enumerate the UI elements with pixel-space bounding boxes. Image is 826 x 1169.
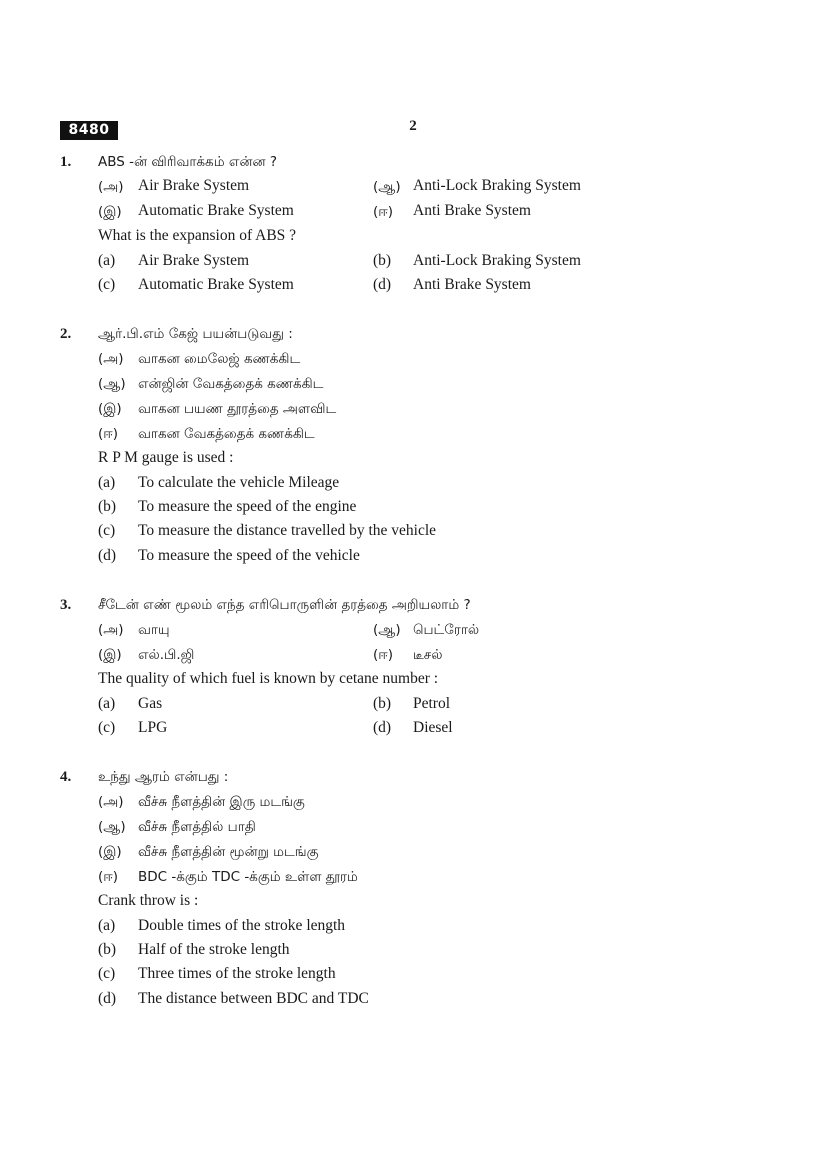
option-text: எல்.பி.ஜி [138,647,195,663]
option-text: Double times of the stroke length [138,917,346,934]
option-label: (b) [98,498,117,515]
question-text-tamil: ABS -ன் விரிவாக்கம் என்ன ? [98,154,278,170]
option-label: (ஈ) [373,647,394,663]
option-text: Anti Brake System [413,202,531,219]
option-text: டீசல் [413,647,443,663]
option-label: (b) [373,252,392,269]
option-text: வீச்சு நீளத்தின் மூன்று மடங்கு [138,844,319,860]
option-text: LPG [138,719,168,736]
option-label: (ஈ) [373,204,394,220]
question-text-tamil: சீடேன் எண் மூலம் எந்த எரிபொருளின் தரத்தை அறியலாம் ? [98,597,471,613]
option-label: (இ) [98,844,122,860]
question-text-tamil: ஆர்.பி.எம் கேஜ் பயன்படுவது : [98,326,293,342]
option-label: (ஈ) [98,869,119,885]
option-text: வாகன மைலேஜ் கணக்கிட [138,351,301,367]
option-text: Three times of the stroke length [138,965,336,982]
option-label: (a) [98,474,116,491]
option-text: வாகன வேகத்தைக் கணக்கிட [138,426,315,442]
option-label: (ஆ) [98,376,126,392]
question-number: 4. [60,769,72,785]
option-label: (அ) [98,351,124,367]
page-number: 2 [409,118,417,134]
option-text: வீச்சு நீளத்தில் பாதி [138,819,256,835]
option-label: (அ) [98,179,124,195]
question-text-english: Crank throw is : [98,892,199,909]
option-label: (c) [98,965,116,982]
option-label: (b) [98,941,117,958]
question-number: 1. [60,154,72,170]
option-text: Anti-Lock Braking System [413,252,581,269]
option-label: (அ) [98,794,124,810]
option-label: (ஆ) [373,622,401,638]
option-text: To calculate the vehicle Mileage [138,474,340,491]
option-text: BDC -க்கும் TDC -க்கும் உள்ள தூரம் [138,869,358,885]
option-text: Air Brake System [138,177,250,194]
option-label: (ஆ) [373,179,401,195]
option-text: என்ஜின் வேகத்தைக் கணக்கிட [138,376,324,392]
option-label: (ஆ) [98,819,126,835]
option-text: To measure the speed of the vehicle [138,547,360,564]
option-text: Anti Brake System [413,276,531,293]
option-text: Anti-Lock Braking System [413,177,581,194]
question-number: 3. [60,597,72,613]
option-label: (இ) [98,204,122,220]
option-label: (இ) [98,401,122,417]
option-label: (இ) [98,647,122,663]
option-label: (d) [98,547,117,564]
option-label: (ஈ) [98,426,119,442]
option-text: Petrol [413,695,451,712]
option-label: (a) [98,252,116,269]
option-text: வாகன பயண தூரத்தை அளவிட [138,401,337,417]
option-label: (அ) [98,622,124,638]
question-text-english: The quality of which fuel is known by cetane number : [98,670,439,687]
option-label: (c) [98,522,116,539]
option-label: (d) [98,990,117,1007]
option-label: (a) [98,917,116,934]
option-text: To measure the speed of the engine [138,498,357,515]
paper-code-badge: 8480 [60,121,118,140]
option-text: வாயு [138,622,170,638]
option-text: Diesel [413,719,453,736]
option-text: Automatic Brake System [138,202,294,219]
option-label: (c) [98,719,116,736]
question-text-english: What is the expansion of ABS ? [98,227,297,244]
question-text-tamil: உந்து ஆரம் என்பது : [98,769,229,785]
option-text: பெட்ரோல் [413,622,480,638]
option-label: (c) [98,276,116,293]
option-text: Air Brake System [138,252,250,269]
question-text-english: R P M gauge is used : [98,449,234,466]
option-text: Half of the stroke length [138,941,290,958]
option-text: Gas [138,695,163,712]
option-label: (d) [373,276,392,293]
question-number: 2. [60,326,72,342]
option-text: The distance between BDC and TDC [138,990,369,1007]
option-label: (b) [373,695,392,712]
option-text: Automatic Brake System [138,276,294,293]
option-label: (a) [98,695,116,712]
option-label: (d) [373,719,392,736]
option-text: வீச்சு நீளத்தின் இரு மடங்கு [138,794,305,810]
option-text: To measure the distance travelled by the vehicle [138,522,437,539]
